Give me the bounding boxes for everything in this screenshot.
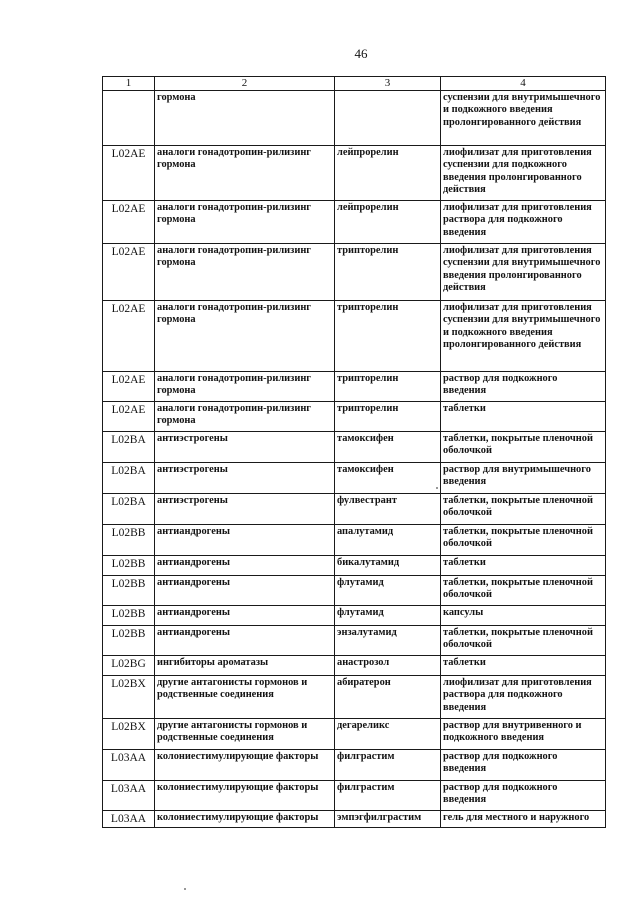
substance-cell: лейпрорелин bbox=[335, 201, 441, 244]
dosage-form-cell: гель для местного и наружного bbox=[441, 811, 606, 828]
table-row bbox=[103, 463, 606, 494]
table-row bbox=[103, 525, 606, 556]
substance-cell: абиратерон bbox=[335, 676, 441, 719]
substance-cell: апалутамид bbox=[335, 525, 441, 556]
table-row bbox=[103, 244, 606, 301]
substance-cell: эмпэгфилграстим bbox=[335, 811, 441, 828]
column-header: 4 bbox=[441, 77, 606, 91]
substance-cell: трипторелин bbox=[335, 402, 441, 432]
table-row bbox=[103, 494, 606, 525]
atc-code-cell: L02BX bbox=[103, 719, 155, 750]
dosage-form-cell: таблетки, покрытые пленочной оболочкой bbox=[441, 494, 606, 525]
pharmacological-group-cell: аналоги гонадотропин-рилизинг гормона bbox=[155, 201, 335, 244]
dosage-form-cell: лиофилизат для приготовления суспензии для подкожного введения пролонгированного действия bbox=[441, 146, 606, 201]
atc-code-cell: L02BA bbox=[103, 463, 155, 494]
atc-code-cell: L03AA bbox=[103, 781, 155, 811]
table-row bbox=[103, 606, 606, 626]
table-body bbox=[103, 91, 606, 828]
substance-cell: филграстим bbox=[335, 781, 441, 811]
atc-code-cell: L02BB bbox=[103, 525, 155, 556]
substance-cell: лейпрорелин bbox=[335, 146, 441, 201]
page-number: 46 bbox=[354, 46, 368, 61]
atc-code-cell: L03AA bbox=[103, 811, 155, 828]
substance-cell bbox=[335, 91, 441, 146]
substance-cell: тамоксифен bbox=[335, 432, 441, 463]
pharmacological-group-cell: антиандрогены bbox=[155, 576, 335, 606]
scan-speck bbox=[436, 487, 438, 489]
table-header-row bbox=[103, 77, 606, 91]
atc-code-cell: L02AE bbox=[103, 201, 155, 244]
table-row bbox=[103, 719, 606, 750]
pharmacological-group-cell: аналоги гонадотропин-рилизинг гормона bbox=[155, 402, 335, 432]
table-row bbox=[103, 811, 606, 828]
table-row bbox=[103, 91, 606, 146]
pharmacological-group-cell: антиандрогены bbox=[155, 556, 335, 576]
table-row bbox=[103, 372, 606, 402]
scan-speck bbox=[184, 888, 186, 890]
substance-cell: бикалутамид bbox=[335, 556, 441, 576]
dosage-form-cell: таблетки, покрытые пленочной оболочкой bbox=[441, 432, 606, 463]
dosage-form-cell: раствор для внутривенного и подкожного введения bbox=[441, 719, 606, 750]
substance-cell: флутамид bbox=[335, 576, 441, 606]
substance-cell: трипторелин bbox=[335, 372, 441, 402]
dosage-form-cell: лиофилизат для приготовления раствора для подкожного введения bbox=[441, 201, 606, 244]
pharmacological-group-cell: аналоги гонадотропин-рилизинг гормона bbox=[155, 146, 335, 201]
substance-cell: тамоксифен bbox=[335, 463, 441, 494]
pharmacological-group-cell: гормона bbox=[155, 91, 335, 146]
dosage-form-cell: суспензии для внутримышечного и подкожного введения пролонгированного действия bbox=[441, 91, 606, 146]
dosage-form-cell: капсулы bbox=[441, 606, 606, 626]
atc-code-cell: L02BB bbox=[103, 576, 155, 606]
column-header: 1 bbox=[103, 77, 155, 91]
dosage-form-cell: таблетки, покрытые пленочной оболочкой bbox=[441, 576, 606, 606]
substance-cell: флутамид bbox=[335, 606, 441, 626]
atc-code-cell: L02AE bbox=[103, 372, 155, 402]
pharmacological-group-cell: антиэстрогены bbox=[155, 494, 335, 525]
pharmacological-group-cell: аналоги гонадотропин-рилизинг гормона bbox=[155, 372, 335, 402]
table-row bbox=[103, 626, 606, 656]
dosage-form-cell: раствор для подкожного введения bbox=[441, 372, 606, 402]
pharmacological-group-cell: антиандрогены bbox=[155, 525, 335, 556]
pharmacological-group-cell: антиэстрогены bbox=[155, 432, 335, 463]
pharmacological-group-cell: колониестимулирующие факторы bbox=[155, 811, 335, 828]
table-row bbox=[103, 556, 606, 576]
pharmacological-group-cell: аналоги гонадотропин-рилизинг гормона bbox=[155, 244, 335, 301]
table-row bbox=[103, 656, 606, 676]
pharmacological-group-cell: антиандрогены bbox=[155, 626, 335, 656]
table-row bbox=[103, 781, 606, 811]
substance-cell: энзалутамид bbox=[335, 626, 441, 656]
pharmacological-group-cell: аналоги гонадотропин-рилизинг гормона bbox=[155, 301, 335, 372]
atc-code-cell: L02BX bbox=[103, 676, 155, 719]
dosage-form-cell: таблетки bbox=[441, 656, 606, 676]
table-row bbox=[103, 676, 606, 719]
table-row bbox=[103, 201, 606, 244]
atc-code-cell: L02AE bbox=[103, 402, 155, 432]
table-row bbox=[103, 432, 606, 463]
atc-code-cell: L02BB bbox=[103, 626, 155, 656]
column-header: 3 bbox=[335, 77, 441, 91]
atc-code-cell: L02BG bbox=[103, 656, 155, 676]
atc-code-cell: L02BB bbox=[103, 556, 155, 576]
drug-table bbox=[102, 76, 606, 828]
substance-cell: филграстим bbox=[335, 750, 441, 781]
table-row bbox=[103, 301, 606, 372]
table-row bbox=[103, 576, 606, 606]
substance-cell: фулвестрант bbox=[335, 494, 441, 525]
table-row bbox=[103, 750, 606, 781]
substance-cell: дегареликс bbox=[335, 719, 441, 750]
atc-code-cell: L02AE bbox=[103, 146, 155, 201]
dosage-form-cell: таблетки bbox=[441, 402, 606, 432]
column-header: 2 bbox=[155, 77, 335, 91]
atc-code-cell: L03AA bbox=[103, 750, 155, 781]
pharmacological-group-cell: антиандрогены bbox=[155, 606, 335, 626]
pharmacological-group-cell: ингибиторы ароматазы bbox=[155, 656, 335, 676]
dosage-form-cell: раствор для подкожного введения bbox=[441, 750, 606, 781]
pharmacological-group-cell: другие антагонисты гормонов и родственные соединения bbox=[155, 719, 335, 750]
dosage-form-cell: лиофилизат для приготовления раствора для подкожного введения bbox=[441, 676, 606, 719]
pharmacological-group-cell: колониестимулирующие факторы bbox=[155, 750, 335, 781]
atc-code-cell: L02BA bbox=[103, 432, 155, 463]
table-row bbox=[103, 402, 606, 432]
pharmacological-group-cell: колониестимулирующие факторы bbox=[155, 781, 335, 811]
atc-code-cell: L02AE bbox=[103, 244, 155, 301]
atc-code-cell: L02AE bbox=[103, 301, 155, 372]
dosage-form-cell: лиофилизат для приготовления суспензии для внутримышечного введения пролонгированного действия bbox=[441, 244, 606, 301]
dosage-form-cell: таблетки bbox=[441, 556, 606, 576]
atc-code-cell: L02BA bbox=[103, 494, 155, 525]
atc-code-cell: L02BB bbox=[103, 606, 155, 626]
atc-code-cell bbox=[103, 91, 155, 146]
substance-cell: трипторелин bbox=[335, 301, 441, 372]
pharmacological-group-cell: антиэстрогены bbox=[155, 463, 335, 494]
table-row bbox=[103, 146, 606, 201]
pharmacological-group-cell: другие антагонисты гормонов и родственные соединения bbox=[155, 676, 335, 719]
dosage-form-cell: раствор для подкожного введения bbox=[441, 781, 606, 811]
dosage-form-cell: раствор для внутримышечного введения bbox=[441, 463, 606, 494]
dosage-form-cell: таблетки, покрытые пленочной оболочкой bbox=[441, 525, 606, 556]
substance-cell: трипторелин bbox=[335, 244, 441, 301]
dosage-form-cell: таблетки, покрытые пленочной оболочкой bbox=[441, 626, 606, 656]
substance-cell: анастрозол bbox=[335, 656, 441, 676]
dosage-form-cell: лиофилизат для приготовления суспензии для внутримышечного и подкожного введения пролонгированного действия bbox=[441, 301, 606, 372]
